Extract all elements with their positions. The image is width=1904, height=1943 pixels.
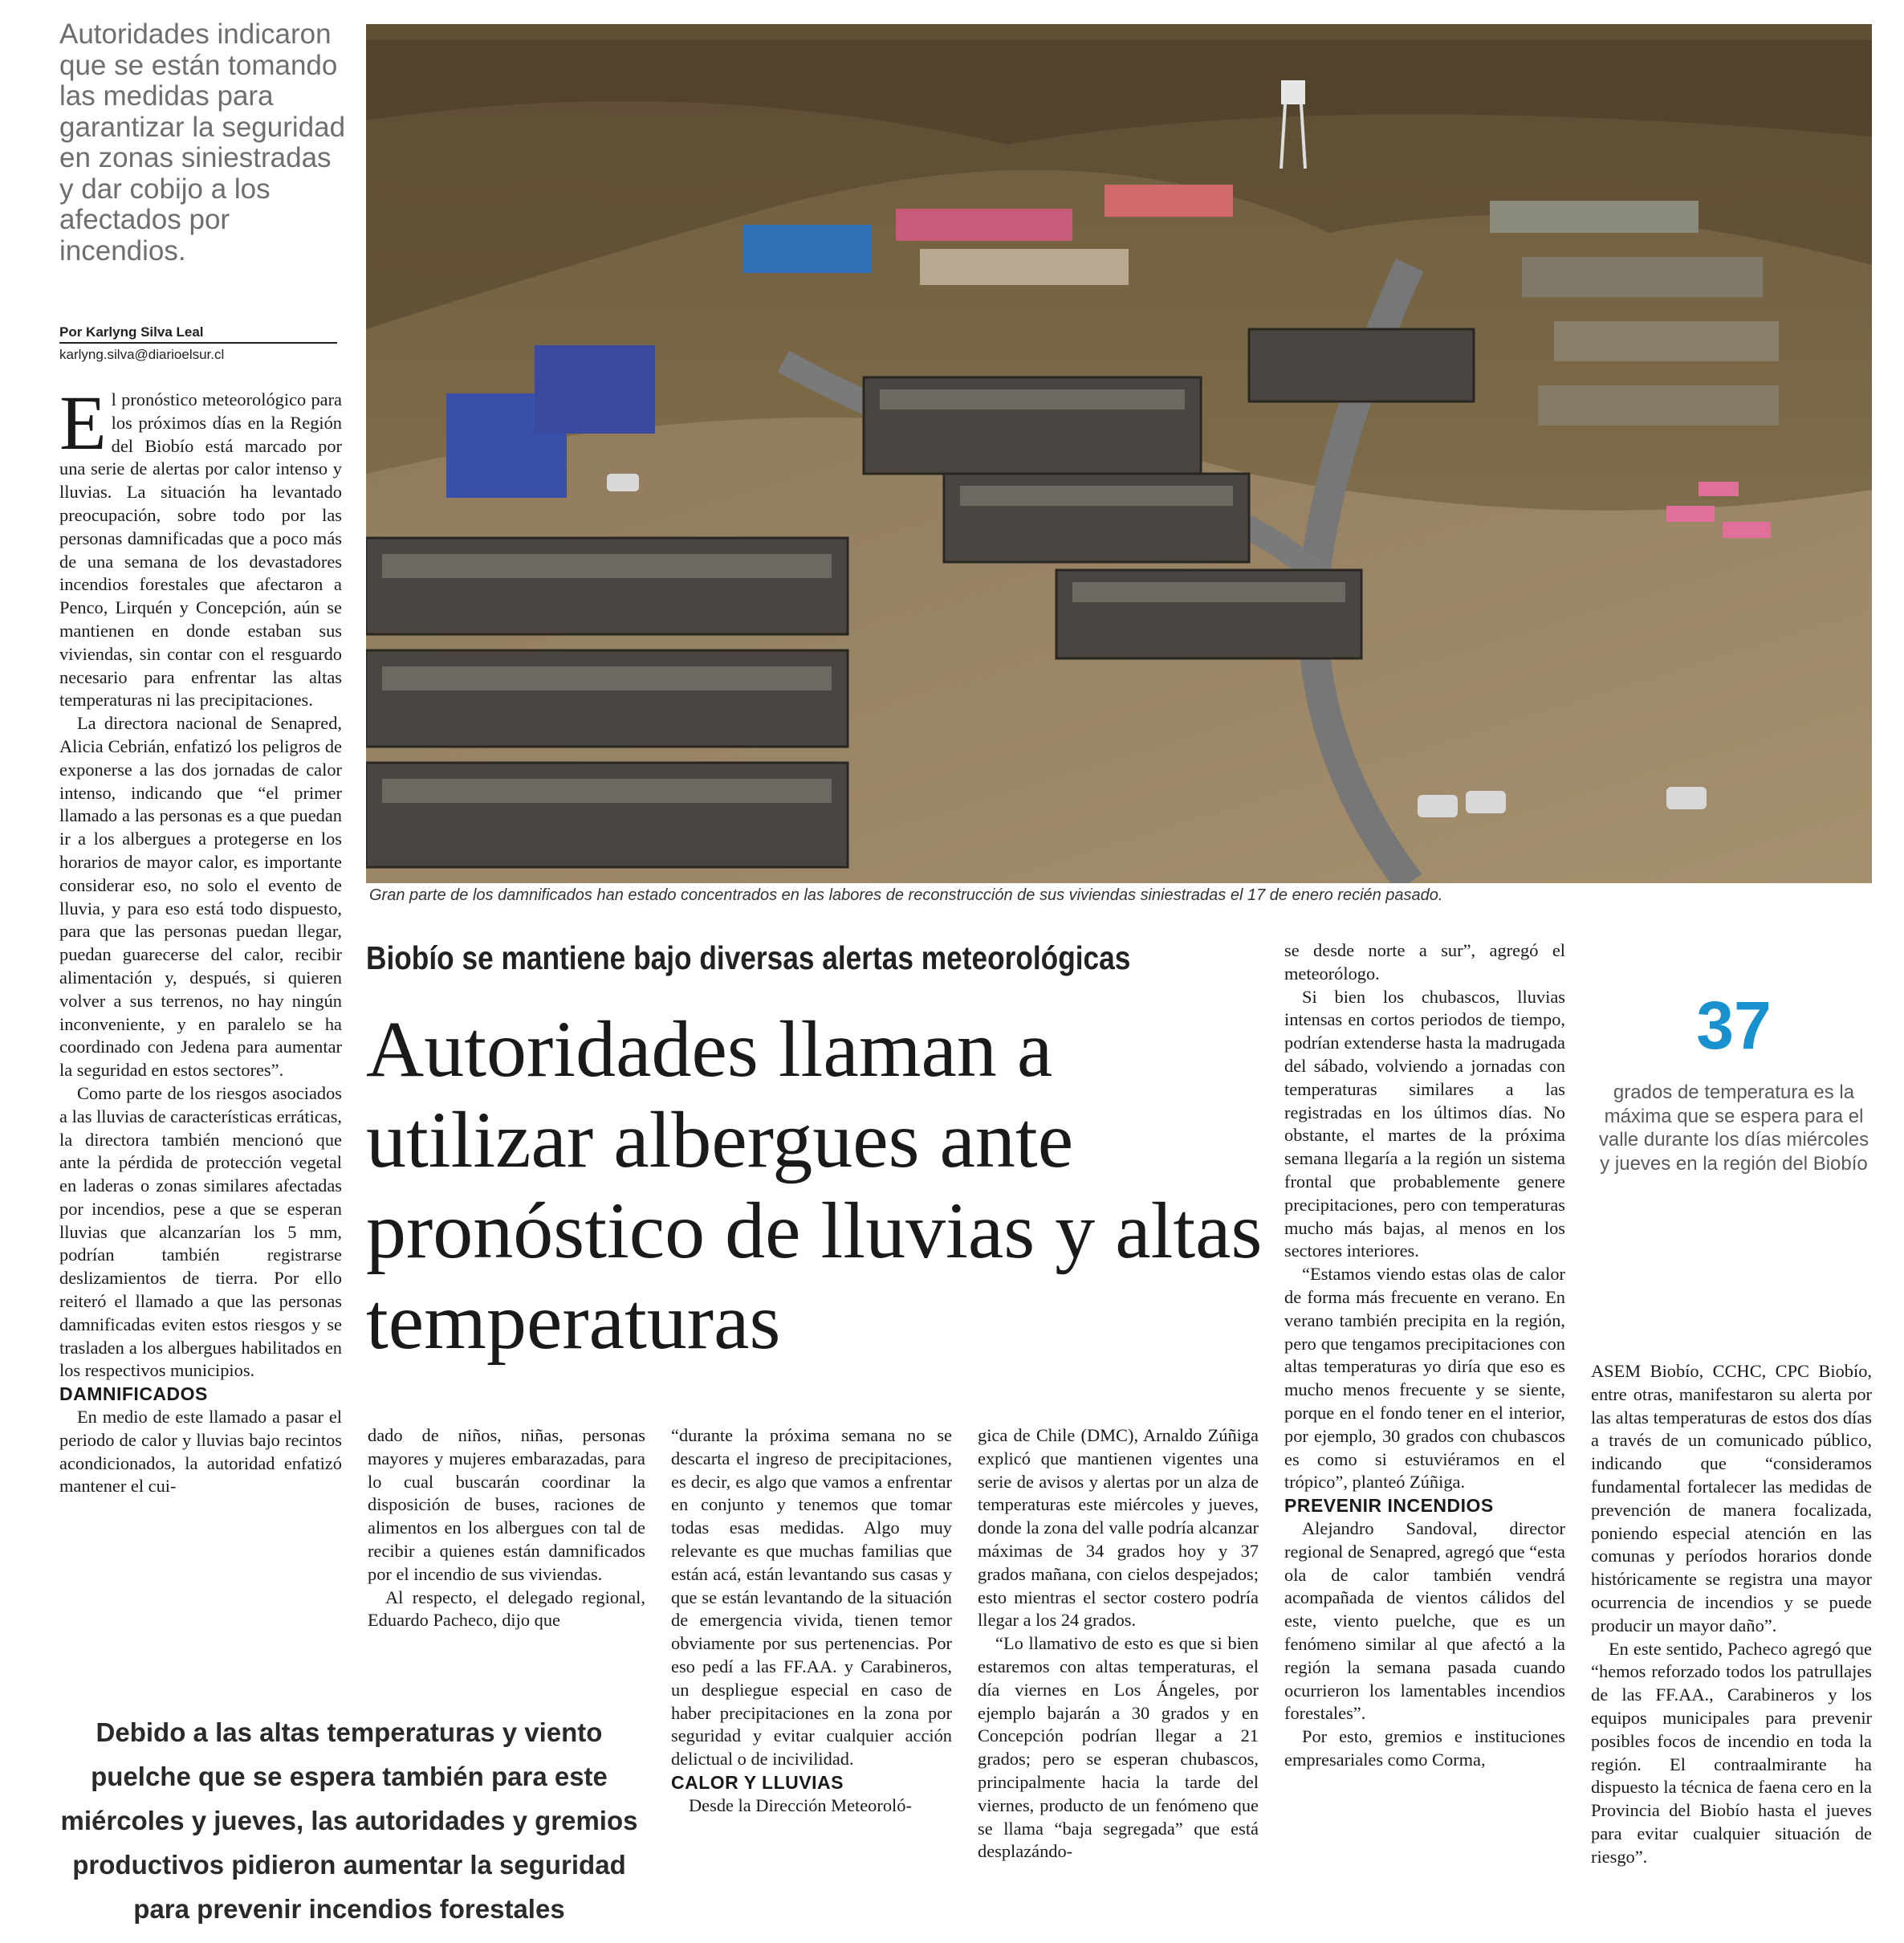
pull-quote: Debido a las altas temperaturas y viento puelche que se espera también para este miércoles y jueves, las autoridades y gremios productivos pidieron aumentar la seguridad para prevenir incendios forestales — [60, 1717, 638, 1924]
paragraph: dado de niños, niñas, personas mayores y mujeres embarazadas, para lo cual buscarán coordinar la disposición de buses, raciones de alimentos en los albergues con tal de recibir a quienes están damnificados por el incendio de sus viviendas. — [368, 1425, 645, 1584]
byline-email: karlyng.silva@diarioelsur.cl — [59, 347, 225, 362]
body-column-1 — [59, 380, 342, 1498]
paragraph: Si bien los chubascos, lluvias intensas en cortos periodos de tiempo, podrían extenderse hasta la madrugada del sábado, volviendo a jornadas con temperaturas similares a las registradas en los últimos días. No obstante, el martes de la próxima semana llegaría a la región un sistema frontal que probablemente genere precipitaciones, pero con temperaturas mucho más bajas, al menos en los sectores interiores. — [1284, 986, 1565, 1261]
paragraph: La directora nacional de Senapred, Alicia Cebrián, enfatizó los peligros de exponerse a las dos jornadas de calor intenso, indicando que “el primer llamado a las personas es a que puedan ir a los albergues a protegerse en los horarios de mayor calor, es importante considerar eso, no solo el evento de lluvia, y para eso está todo dispuesto, para que las personas puedan llegar, puedan guarecerse del calor, recibir alimentación y, después, si quieren volver a sus terrenos, no hay ningún inconveniente, y en paralelo se ha coordinado con Jedena para aumentar la seguridad en estos sectores”. — [59, 713, 342, 1081]
subheading-calor-y-lluvias: CALOR Y LLUVIAS — [671, 1771, 844, 1793]
body-column-5 — [1284, 939, 1565, 1772]
body-column-6 — [1591, 1360, 1872, 1869]
paragraph: “durante la próxima semana no se descarta el ingreso de precipitaciones, es decir, es algo que vamos a enfrentar en conjunto y tenemos que tomar todas esas medidas. Algo muy relevante es que muchas familias que están acá, están levantando sus casas y que se están levantando de la situación de emergencia vivida, tienen temor obviamente por sus pertenencias. Por eso pedí a las FF.AA. y Carabineros, un despliegue especial en caso de haber precipitaciones en la zona por seguridad y evitar cualquier acción delictual o de incivilidad. — [671, 1425, 952, 1770]
paragraph: gica de Chile (DMC), Arnaldo Zúñiga explicó que mantienen vigentes una serie de avisos y alertas por un alza de temperaturas este miércoles y jueves, donde la zona del valle podría alcanzar máximas de 34 grados hoy y 37 grados mañana, con cielos despejados; esto mientras el sector costero podría llegar a los 24 grados. — [978, 1425, 1259, 1631]
paragraph: l pronóstico meteorológico para los próximos días en la Región del Biobío está marcado por una serie de alertas por calor intenso y lluvias. La situación ha levantado preocupación, sobre todo por las personas damnificadas que a poco más de una semana de los devastadores incendios forestales que afectaron a Penco, Lirquén y Concepción, aún se mantienen en donde estaban sus viviendas, sin contar con el resguardo necesario para enfrentar las altas temperaturas ni las precipitaciones. — [59, 389, 342, 711]
article-kicker: Autoridades indicaron que se están tomando las medidas para garantizar la seguridad en zonas siniestradas y dar cobijo a los afectados por incendios. — [59, 18, 346, 267]
paragraph: Desde la Dirección Meteoroló- — [689, 1794, 912, 1815]
body-column-4 — [978, 1424, 1259, 1864]
paragraph: Como parte de los riesgos asociados a las lluvias de características erráticas, la directora también mencionó que ante la pérdida de protección vegetal en laderas o zonas similares afectadas por incendios, pese a que se esperan lluvias que alcanzarían los 5 mm, podrían también registrarse deslizamientos de tierra. Por ello reiteró el llamado a que las personas damnificadas eviten estos riesgos y se trasladen a los albergues habilitados en los respectivos municipios. — [59, 1082, 342, 1381]
subheading-prevenir-incendios: PREVENIR INCENDIOS — [1284, 1495, 1494, 1517]
subheading-damnificados: DAMNIFICADOS — [59, 1383, 208, 1405]
fire-damage-aerial-photo — [366, 24, 1872, 883]
paragraph: se desde norte a sur”, agregó el meteorólogo. — [1284, 940, 1565, 984]
stat-number: 37 — [1696, 988, 1772, 1063]
article-headline: Autoridades llaman a utilizar albergues ante pronóstico de lluvias y altas temperaturas — [366, 1004, 1263, 1366]
paragraph: “Lo llamativo de esto es que si bien estaremos con altas temperaturas, el día viernes en Los Ángeles, por ejemplo bajarán a 30 grados y en Concepción podrían llegar a 21 grados; pero se esperan chubascos, principalmente hacia la tarde del viernes, producto de un fenómeno que se llama “baja segregada” que está desplazándo- — [978, 1633, 1259, 1862]
byline-author: Por Karlyng Silva Leal — [59, 324, 337, 344]
paragraph: En medio de este llamado a pasar el periodo de calor y lluvias bajo recintos acondicionados, la autoridad enfatizó mantener el cui- — [59, 1407, 342, 1497]
paragraph: Al respecto, el delegado regional, Eduardo Pacheco, dijo que — [368, 1587, 645, 1631]
paragraph: Por esto, gremios e instituciones empresariales como Corma, — [1284, 1726, 1565, 1770]
drop-cap: E — [59, 380, 107, 466]
photo-caption: Gran parte de los damnificados han estado concentrados en las labores de reconstrucción de sus viviendas siniestradas el 17 de enero recién pasado. — [369, 886, 1443, 904]
article-deck: Biobío se mantiene bajo diversas alertas meteorológicas — [366, 939, 1131, 976]
body-column-3 — [671, 1424, 952, 1818]
stat-description: grados de temperatura es la máxima que se espera para el valle durante los días miércoles y jueves en la región del Biobío — [1598, 1081, 1869, 1175]
paragraph: En este sentido, Pacheco agregó que “hemos reforzado todos los patrullajes de las FF.AA., Carabineros y los equipos municipales para prevenir posibles focos de incendio en toda la región. El contraalmirante ha dispuesto la técnica de faena cero en la Provincia del Biobío hasta el jueves para evitar cualquier situación de riesgo”. — [1591, 1638, 1872, 1867]
paragraph: “Estamos viendo estas olas de calor de forma más frecuente en verano. En verano también precipita en la región, pero que tengamos precipitaciones con altas temperaturas yo diría que eso es mucho menos frecuente y se siente, porque en el fondo tener en el interior, por ejemplo, 30 grados con chubascos es como si estuviéramos en el trópico”, planteó Zúñiga. — [1284, 1264, 1565, 1493]
body-column-2 — [368, 1424, 645, 1632]
paragraph: ASEM Biobío, CCHC, CPC Biobío, entre otras, manifestaron su alerta por las altas temperaturas de estos dos días a través de un comunicado público, indicando que “consideramos fundamental fortalecer las medidas de prevención de manera focalizada, poniendo especial atención en las comunas y períodos horarios donde históricamente se registra una mayor ocurrencia de incendios y se puede producir un mayor daño”. — [1591, 1361, 1872, 1635]
paragraph: Alejandro Sandoval, director regional de Senapred, agregó que “esta ola de calor también vendrá acompañada de vientos cálidos del este, viento puelche, que es un fenómeno similar al que afectó a la región la semana pasada cuando ocurrieron los lamentables incendios forestales”. — [1284, 1517, 1565, 1724]
